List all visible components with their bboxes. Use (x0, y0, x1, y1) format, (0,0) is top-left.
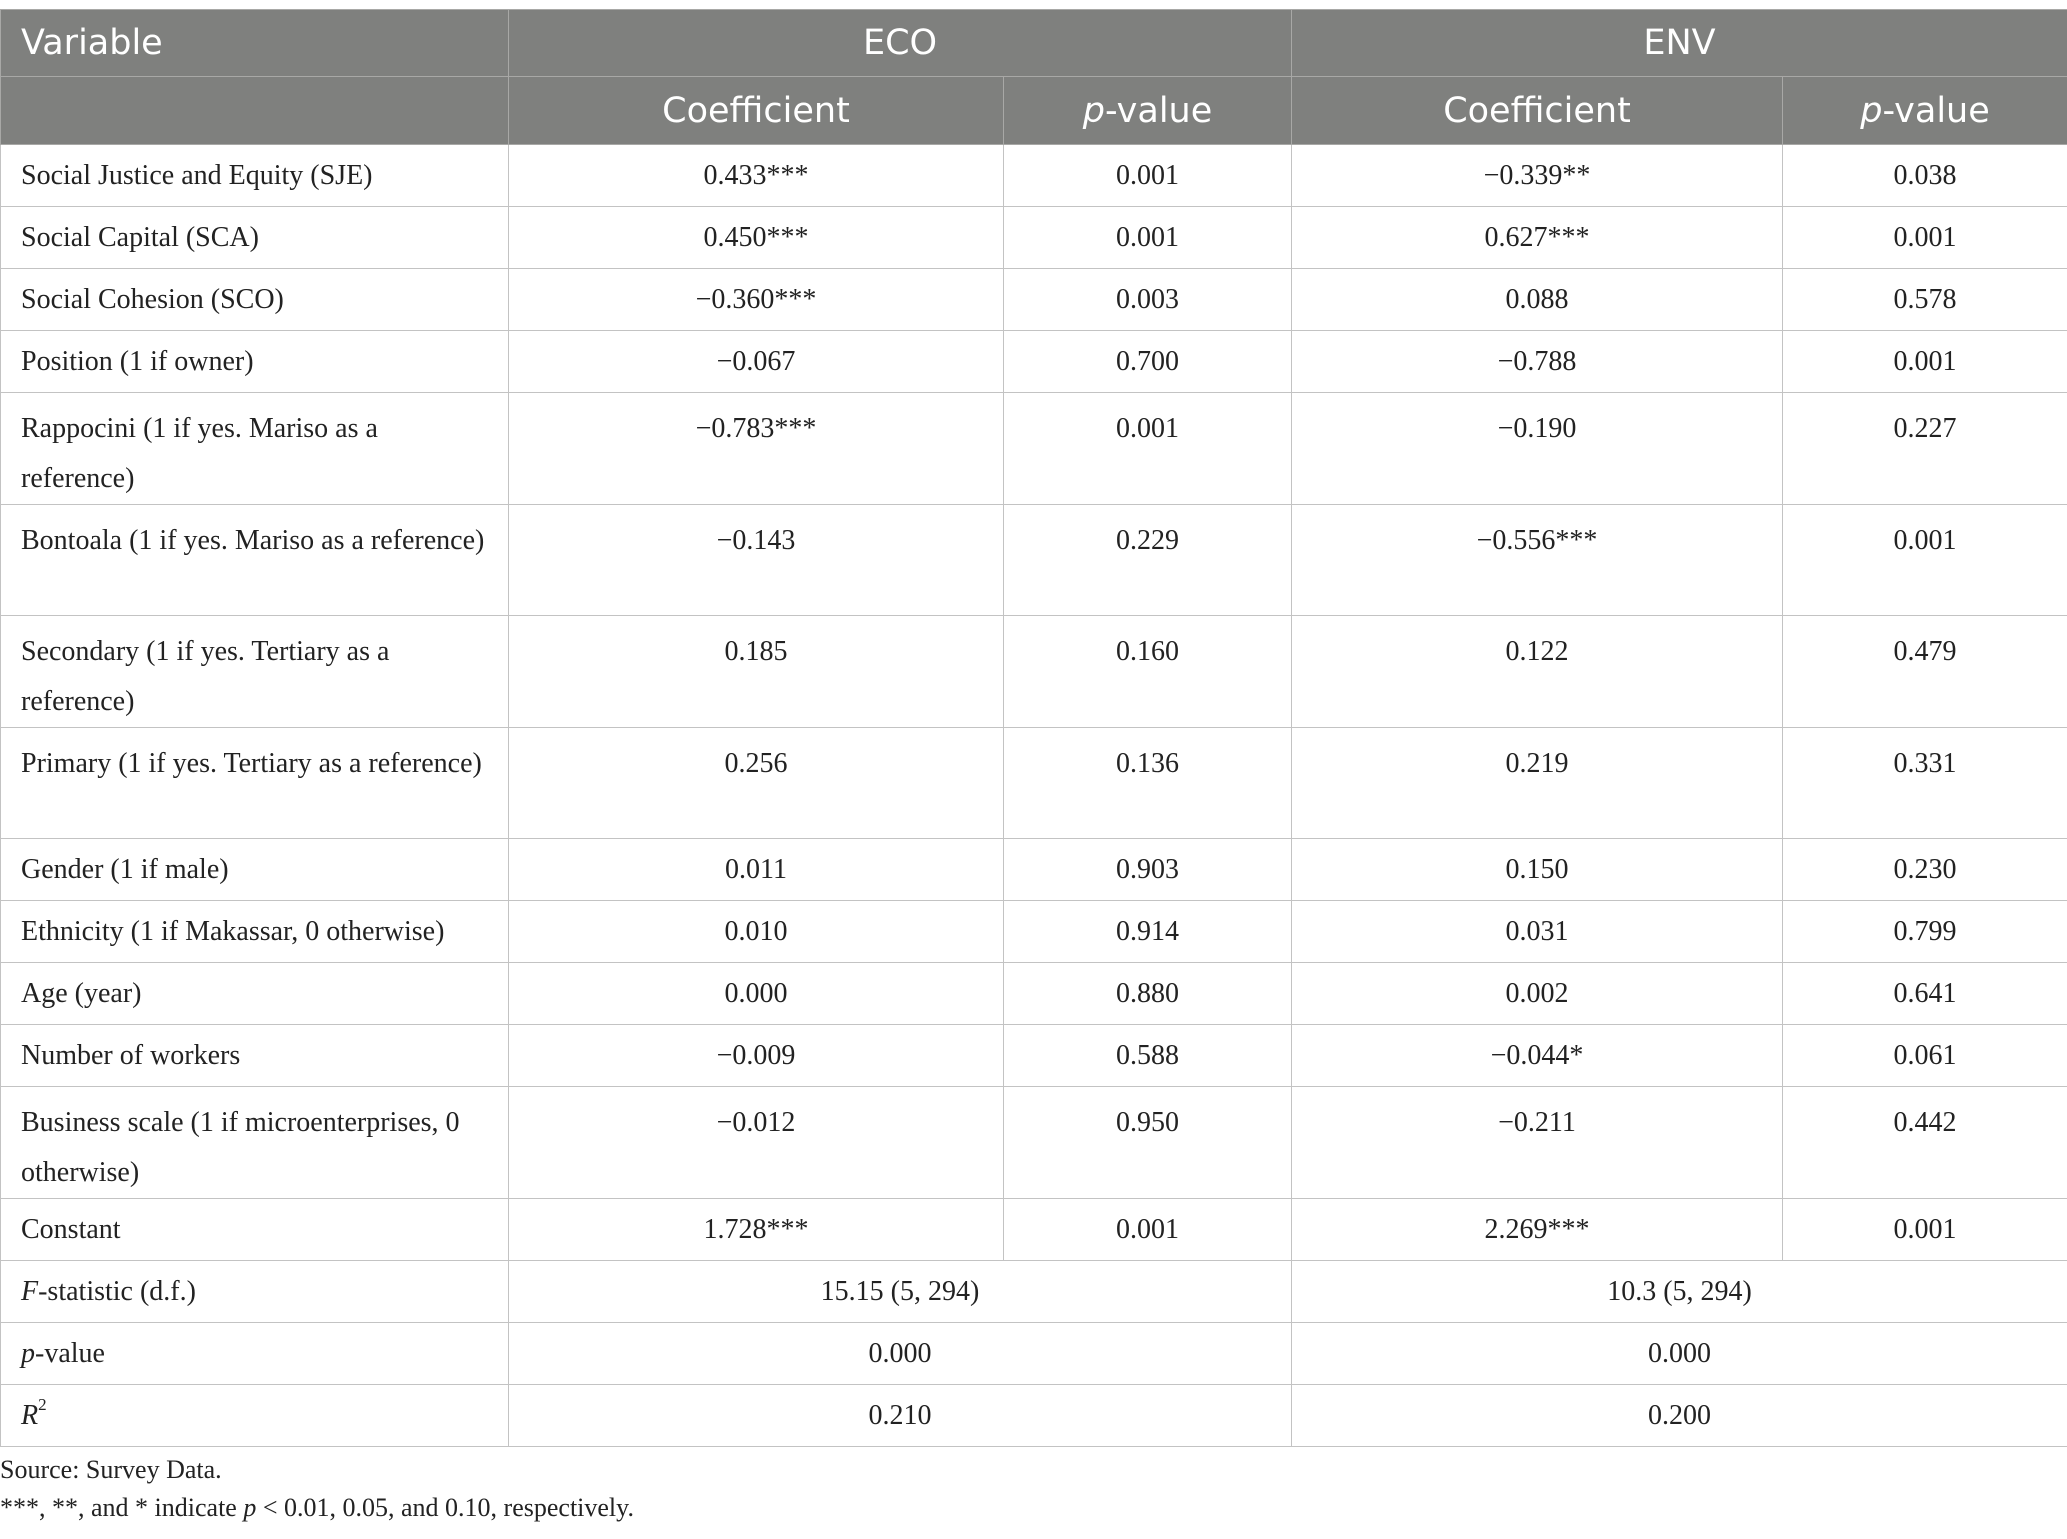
env-p-value: 0.001 (1783, 505, 2067, 616)
eco-coefficient: −0.067 (509, 331, 1004, 393)
header-eco-p-value (1004, 77, 1292, 145)
table-row (1, 1199, 2067, 1261)
header-env: ENV (1292, 10, 2067, 77)
row-label: Social Justice and Equity (SJE) (1, 145, 509, 207)
f-italic: F (21, 1276, 39, 1307)
eco-p-value: 0.588 (1004, 1025, 1292, 1087)
env-coefficient: −0.556*** (1292, 505, 1783, 616)
env-coefficient: −0.044* (1292, 1025, 1783, 1087)
eco-f-statistic: 15.15 (5, 294) (509, 1261, 1292, 1323)
table-row (1, 207, 2067, 269)
eco-coefficient: 0.011 (509, 839, 1004, 901)
row-label (1, 1385, 509, 1447)
row-label (1, 1261, 509, 1323)
row-label: Primary (1 if yes. Tertiary as a reference) (1, 728, 509, 839)
row-label: Social Cohesion (SCO) (1, 269, 509, 331)
env-p-value: 0.038 (1783, 145, 2067, 207)
eco-p-value: 0.001 (1004, 1199, 1292, 1261)
env-coefficient: −0.211 (1292, 1087, 1783, 1199)
env-coefficient: 0.219 (1292, 728, 1783, 839)
header-env-coefficient: Coefficient (1292, 77, 1783, 145)
env-coefficient: −0.339** (1292, 145, 1783, 207)
env-p-value: 0.001 (1783, 331, 2067, 393)
row-label: Position (1 if owner) (1, 331, 509, 393)
env-coefficient: 0.627*** (1292, 207, 1783, 269)
table-row (1, 505, 2067, 616)
eco-coefficient: 0.185 (509, 616, 1004, 728)
eco-coefficient: 0.256 (509, 728, 1004, 839)
header-row-metrics (1, 77, 2067, 145)
env-p-value: 0.227 (1783, 393, 2067, 505)
env-p-value: 0.799 (1783, 901, 2067, 963)
eco-p-value: 0.001 (1004, 207, 1292, 269)
row-label: Gender (1 if male) (1, 839, 509, 901)
env-p-value: 0.001 (1783, 1199, 2067, 1261)
env-p-value: 0.061 (1783, 1025, 2067, 1087)
env-p-value: 0.331 (1783, 728, 2067, 839)
env-p-value: 0.442 (1783, 1087, 2067, 1199)
eco-coefficient: −0.012 (509, 1087, 1004, 1199)
p-italic: p (1860, 90, 1883, 131)
eco-p-value: 0.001 (1004, 393, 1292, 505)
env-coefficient: 0.122 (1292, 616, 1783, 728)
header-variable-spacer (1, 77, 509, 145)
table-row (1, 393, 2067, 505)
eco-coefficient: 0.010 (509, 901, 1004, 963)
eco-p-value: 0.914 (1004, 901, 1292, 963)
significance-note-start: ***, **, and * indicate (0, 1493, 244, 1522)
env-coefficient: 0.088 (1292, 269, 1783, 331)
significance-note (0, 1493, 634, 1523)
eco-coefficient: −0.783*** (509, 393, 1004, 505)
env-coefficient: 0.150 (1292, 839, 1783, 901)
env-coefficient: 0.031 (1292, 901, 1783, 963)
table-row (1, 963, 2067, 1025)
env-model-p-value: 0.000 (1292, 1323, 2067, 1385)
table-row (1, 145, 2067, 207)
source-note: Source: Survey Data. (0, 1455, 222, 1484)
summary-row-r-squared (1, 1385, 2067, 1447)
r-superscript: 2 (38, 1395, 47, 1414)
eco-r-squared: 0.210 (509, 1385, 1292, 1447)
header-variable: Variable (1, 10, 509, 77)
summary-row-p-value (1, 1323, 2067, 1385)
table-row (1, 331, 2067, 393)
header-env-p-value (1783, 77, 2067, 145)
regression-table (0, 9, 2067, 1447)
row-label: Social Capital (SCA) (1, 207, 509, 269)
env-p-value: 0.479 (1783, 616, 2067, 728)
eco-p-value: 0.950 (1004, 1087, 1292, 1199)
env-p-value: 0.578 (1783, 269, 2067, 331)
env-p-value: 0.230 (1783, 839, 2067, 901)
p-italic: p (1082, 90, 1105, 131)
row-label: Constant (1, 1199, 509, 1261)
eco-coefficient: 1.728*** (509, 1199, 1004, 1261)
env-p-value: 0.001 (1783, 207, 2067, 269)
significance-note-end: < 0.01, 0.05, and 0.10, respectively. (256, 1493, 634, 1522)
eco-coefficient: 0.433*** (509, 145, 1004, 207)
eco-coefficient: −0.360*** (509, 269, 1004, 331)
table-row (1, 269, 2067, 331)
table-row (1, 901, 2067, 963)
p-italic: p (21, 1338, 35, 1369)
env-coefficient: −0.190 (1292, 393, 1783, 505)
row-label: Age (year) (1, 963, 509, 1025)
table-row (1, 616, 2067, 728)
eco-p-value: 0.136 (1004, 728, 1292, 839)
eco-coefficient: 0.450*** (509, 207, 1004, 269)
eco-p-value: 0.700 (1004, 331, 1292, 393)
header-eco: ECO (509, 10, 1292, 77)
table-row (1, 728, 2067, 839)
env-p-value: 0.641 (1783, 963, 2067, 1025)
summary-row-f-statistic (1, 1261, 2067, 1323)
env-coefficient: 0.002 (1292, 963, 1783, 1025)
eco-coefficient: −0.009 (509, 1025, 1004, 1087)
table-row (1, 1087, 2067, 1199)
row-label: Bontoala (1 if yes. Mariso as a reference) (1, 505, 509, 616)
eco-p-value: 0.229 (1004, 505, 1292, 616)
header-eco-coefficient: Coefficient (509, 77, 1004, 145)
eco-p-value: 0.001 (1004, 145, 1292, 207)
eco-p-value: 0.880 (1004, 963, 1292, 1025)
p-italic: p (243, 1493, 257, 1522)
env-coefficient: −0.788 (1292, 331, 1783, 393)
table-row (1, 1025, 2067, 1087)
r-italic: R (21, 1400, 39, 1431)
header-row-groups (1, 10, 2067, 77)
eco-p-value: 0.903 (1004, 839, 1292, 901)
eco-coefficient: 0.000 (509, 963, 1004, 1025)
env-coefficient: 2.269*** (1292, 1199, 1783, 1261)
p-label-suffix: -value (35, 1338, 105, 1369)
row-label: Secondary (1 if yes. Tertiary as a reference) (1, 616, 509, 728)
eco-coefficient: −0.143 (509, 505, 1004, 616)
f-label-suffix: -statistic (d.f.) (38, 1276, 196, 1307)
row-label: Business scale (1 if microenterprises, 0 otherwise) (1, 1087, 509, 1199)
row-label (1, 1323, 509, 1385)
row-label: Rappocini (1 if yes. Mariso as a reference) (1, 393, 509, 505)
row-label: Number of workers (1, 1025, 509, 1087)
eco-p-value: 0.160 (1004, 616, 1292, 728)
env-r-squared: 0.200 (1292, 1385, 2067, 1447)
env-f-statistic: 10.3 (5, 294) (1292, 1261, 2067, 1323)
p-value-suffix: -value (1104, 90, 1213, 131)
row-label: Ethnicity (1 if Makassar, 0 otherwise) (1, 901, 509, 963)
eco-p-value: 0.003 (1004, 269, 1292, 331)
eco-model-p-value: 0.000 (509, 1323, 1292, 1385)
table-row (1, 839, 2067, 901)
p-value-suffix: -value (1882, 90, 1990, 131)
